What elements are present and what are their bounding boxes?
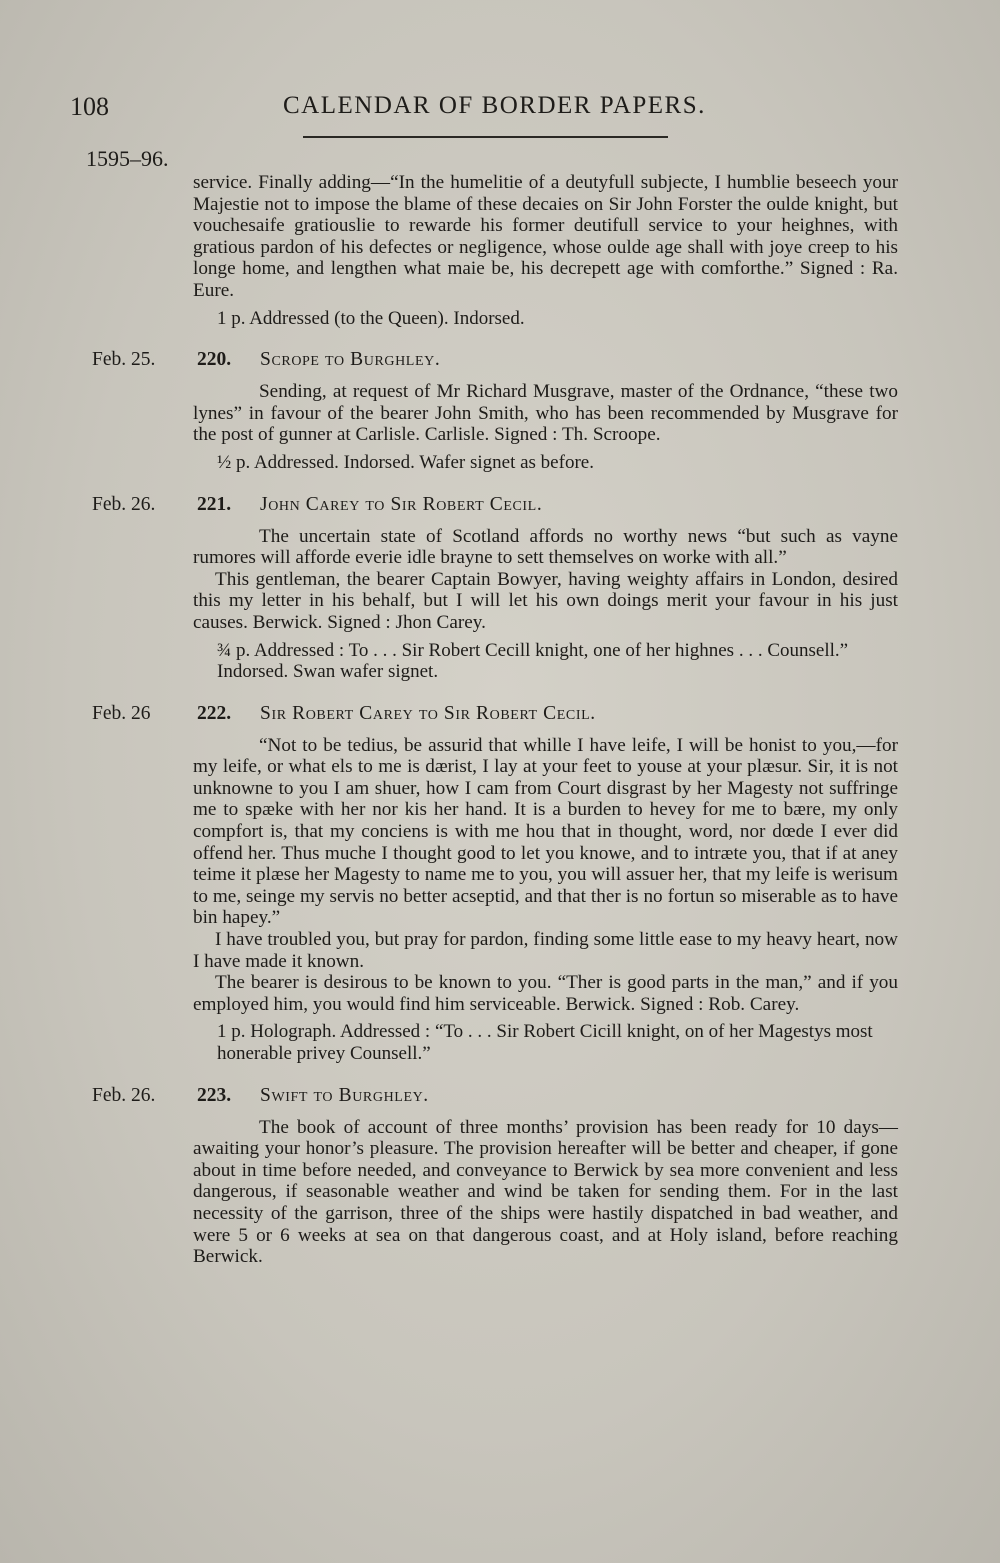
entry-title: Scrope to Burghley. — [260, 349, 441, 371]
year-marginal: 1595–96. — [86, 146, 169, 171]
page-number: 108 — [70, 92, 109, 121]
entry-paragraph: Sending, at request of Mr Richard Musgrave, master of the Ordnance, “these two lynes” in favour of the bearer John Smith, who has been recommended by Musgrave for the post of gunner at Carlisle. Carlisle. Signed : Th. Scroope. — [193, 381, 898, 446]
entry-title: John Carey to Sir Robert Cecil. — [260, 493, 543, 515]
entry-paragraph: I have troubled you, but pray for pardon, finding some little ease to my heavy heart, now I have made it known. — [193, 929, 898, 972]
entry-222-heading — [0, 699, 1000, 729]
entry-paragraph: The uncertain state of Scotland affords no worthy news “but such as vayne rumores will afforde everie idle brayne to sett themselves on worke with all.” — [193, 525, 898, 569]
entry-note: 1 p. Holograph. Addressed : “To . . . Sir Robert Cicill knight, on of her Magestys most honerable privey Counsell.” — [217, 1021, 873, 1064]
entry-number: 220. — [197, 349, 232, 371]
entry-date: Feb. 26. — [92, 493, 156, 515]
header-rule — [303, 136, 668, 138]
page-body — [0, 172, 1000, 1268]
entry-223-heading — [0, 1081, 1000, 1111]
entry-note: ½ p. Addressed. Indorsed. Wafer signet as before. — [217, 451, 594, 473]
entry-date: Feb. 25. — [92, 349, 156, 371]
entry-number: 222. — [197, 702, 232, 724]
entry-221-heading — [0, 490, 1000, 520]
entry-paragraph: This gentleman, the bearer Captain Bowyer, having weighty affairs in London, desired this my letter in his behalf, but I will let his own doings merit your favour in his just causes. Berwick. Signed : Jhon Carey. — [193, 568, 898, 633]
entry-date: Feb. 26. — [92, 1084, 156, 1106]
entry-title: Sir Robert Carey to Sir Robert Cecil. — [260, 702, 596, 724]
entry-number: 221. — [197, 493, 232, 515]
entry-paragraph: “Not to be tedius, be assurid that whille I have leife, I will be honist to you,—for my leife, or what els to me is dærist, I lay at your feet to youse at your plæsur. Sir, it is not unknowne to you I am shuer, how I cam from Court disgrast by her Magesty not suffringe me to spæke with her nor kis her hand. It is a burden to hevey for me to bære, my only compfort is, that my conciens is with me hou that in thought, word, nor dœde I ever did offend her. Thus muche I thought good to let you knowe, and to intræte you, that if at aney teime it plæse her Magesty to name me to you, you will assuer her, that my leife is werisum to me, seinge my servis no better acseptid, and that ther is no fortun so miserable as to have bin hapey.” — [193, 734, 898, 929]
entry-paragraph: The bearer is desirous to be known to you. “Ther is good parts in the man,” and if you employed him, you would find him serviceable. Berwick. Signed : Rob. Carey. — [193, 972, 898, 1015]
entry-number: 223. — [197, 1084, 232, 1106]
entry-date: Feb. 26 — [92, 702, 151, 724]
running-title: CALENDAR OF BORDER PAPERS. — [283, 92, 706, 119]
entry-title: Swift to Burghley. — [260, 1084, 429, 1106]
entry-220-heading — [0, 345, 1000, 375]
opening-paragraph: service. Finally adding—“In the humelitie of a deutyfull subjecte, I humblie beseech your Majestie not to impose the blame of these decaies on Sir John Forster the oulde knight, but vouchesaife gratiouslie to rewarde his former deutifull service to your heighnes, with gratious pardon of his defectes or negligence, whose oulde age shall with joye creep to his longe home, and lengthen what maie be, his decrepett age with comforthe.” Signed : Ra. Eure. — [193, 172, 898, 301]
entry-paragraph: The book of account of three months’ provision has been ready for 10 days—awaiting your honor’s pleasure. The provision hereafter will be better and cheaper, if gone about in time before needed, and conveyance to Berwick by sea more convenient and less dangerous, if seasonable weather and wind be taken for sending them. For in the last necessity of the garrison, three of the ships were hastily dispatched in bad weather, and were 5 or 6 weeks at sea on that dangerous coast, and at Holy island, before reaching Berwick. — [193, 1116, 898, 1268]
opening-note: 1 p. Addressed (to the Queen). Indorsed. — [217, 307, 525, 329]
entry-note: ¾ p. Addressed : To . . . Sir Robert Cecill knight, one of her highnes . . . Counsell.” Indorsed. Swan wafer signet. — [217, 639, 849, 683]
